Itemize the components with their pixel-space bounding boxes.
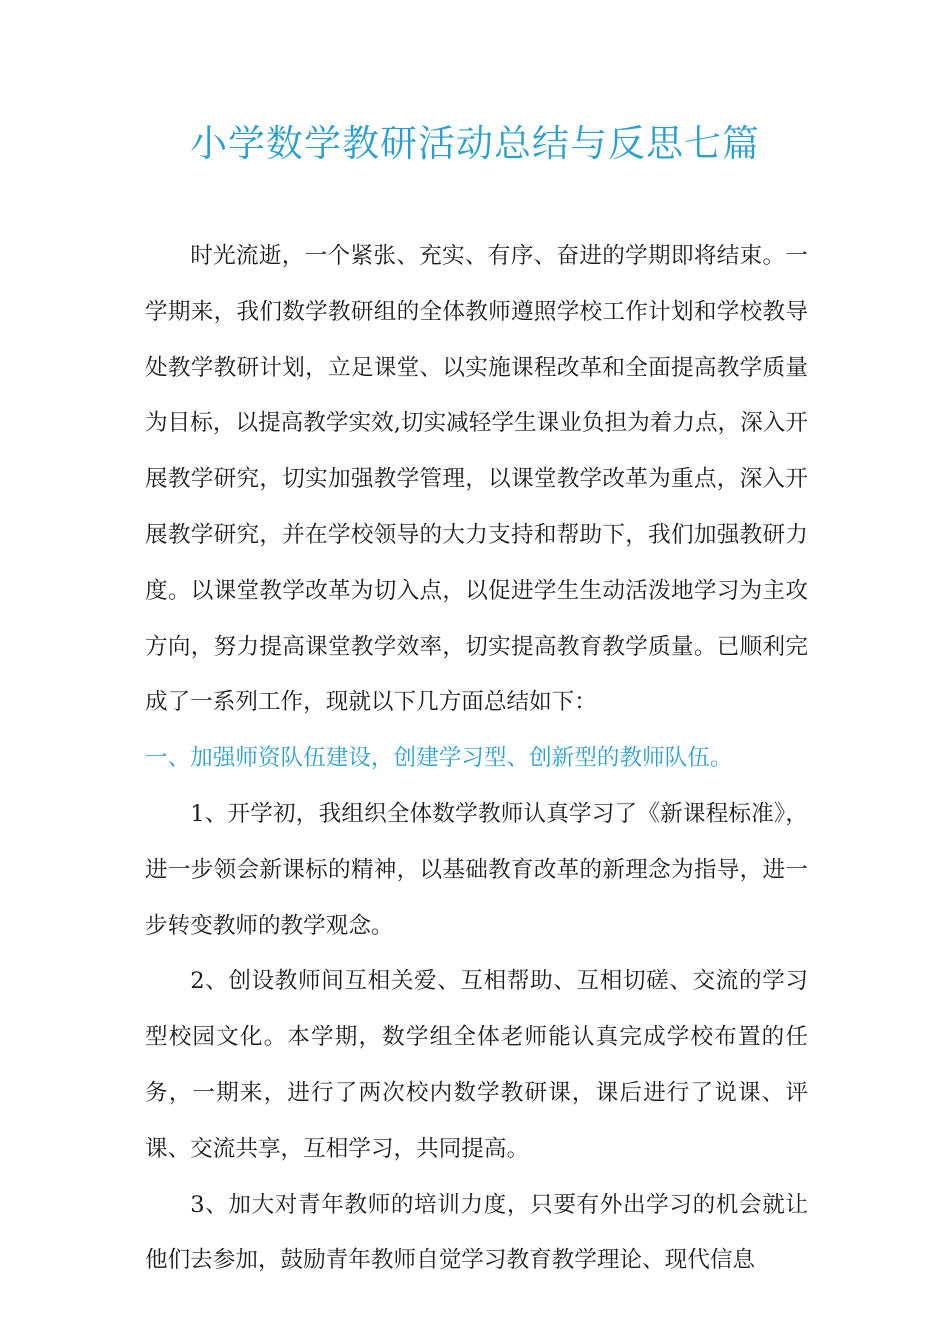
document-body [145, 229, 808, 1289]
intro-paragraph: 时光流逝，一个紧张、充实、有序、奋进的学期即将结束。一学期来，我们数学教研组的全体教师遵照学校工作计划和学校教导处教学教研计划，立足课堂、以实施课程改革和全面提高教学质量为目标，以提高教学实效,切实减轻学生课业负担为着力点，深入开展教学研究，切实加强教学管理，以课堂教学改革为重点，深入开展教学研究，并在学校领导的大力支持和帮助下，我们加强教研力度。以课堂教学改革为切入点，以促进学生生动活泼地学习为主攻方向，努力提高课堂教学效率，切实提高教育教学质量。已顺利完成了一系列工作，现就以下几方面总结如下： [145, 243, 808, 716]
list-item-1: 1、开学初，我组织全体数学教师认真学习了《新课程标准》，进一步领会新课标的精神，以基础教育改革的新理念为指导，进一步转变教师的教学观念。 [145, 800, 808, 939]
list-item-3: 3、加大对青年教师的培训力度，只要有外出学习的机会就让他们去参加，鼓励青年教师自觉学习教育教学理论、现代信息 [145, 1191, 808, 1274]
document-title: 小学数学教研活动总结与反思七篇 [190, 122, 760, 165]
list-item-2: 2、创设教师间互相关爱、互相帮助、互相切磋、交流的学习型校园文化。本学期，数学组全体老师能认真完成学校布置的任务，一期来，进行了两次校内数学教研课，课后进行了说课、评课、交流共享，互相学习，共同提高。 [145, 968, 808, 1162]
section-heading: 一、加强师资队伍建设，创建学习型、创新型的教师队伍。 [145, 745, 733, 772]
